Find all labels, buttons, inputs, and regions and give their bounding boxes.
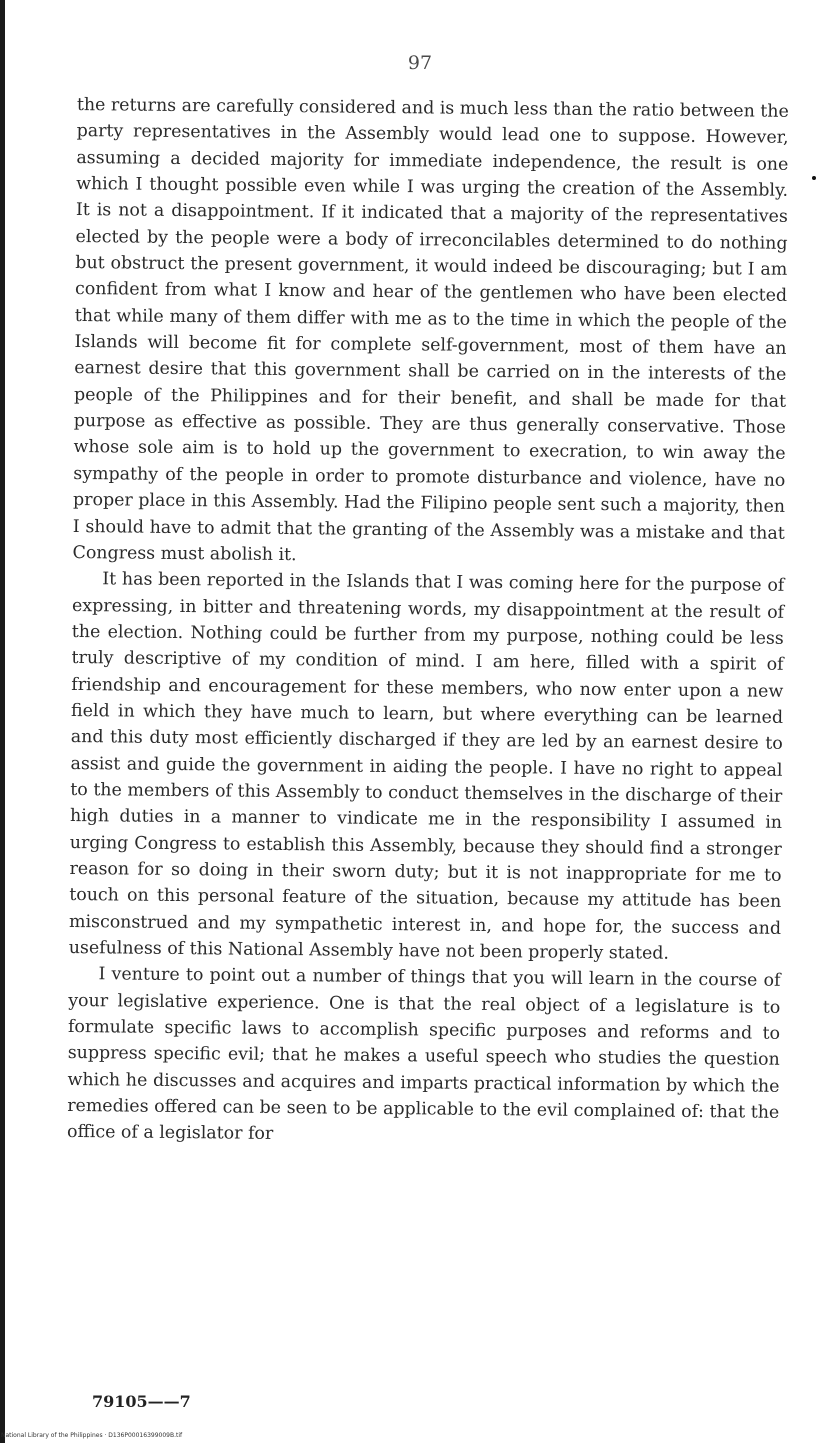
scan-attribution: National Library of the Philippines · D136P00016399009B.tif	[1, 1432, 183, 1439]
paragraph-continued: the returns are carefully considered and is much less than the ratio between the party representatives in the Assembly would lead one to suppose. However, assuming a decided majority for immediate independence, the result is one which I thought possible even while I was urging the creation of the Assembly. It is not a disappointment. If it indicated that a majority of the representatives elected by the people were a body of irreconcilables determined to do nothing but obstruct the present government, it would indeed be discouraging; but I am confident from what I know and hear of the gentlemen who have been elected that while many of them differ with me as to the time in which the people of the Islands will become fit for complete self-government, most of them have an earnest desire that this government shall be carried on in the interests of the people of the Philippines and for their benefit, and shall be made for that purpose as effective as possible. They are thus generally conservative. Those whose sole aim is to hold up the government to execration, to win away the sympathy of the people in order to promote disturbance and violence, have no proper place in this Assembly. Had the Filipino people sent such a majority, then I should have to admit that the granting of the Assembly was a mistake and that Congress must abolish it.	[72, 94, 789, 565]
scan-speck	[812, 176, 816, 180]
paragraph-venture-to-point-out: I venture to point out a number of things that you will learn in the course of your legislative experience. One is that the real object of a legislature is to formulate specific laws to accomplish specific purposes and reforms and to suppress specific evil; that he makes a useful speech who studies the question which he discusses and acquires and imparts practical information by which the remedies offered can be seen to be applicable to the evil complained of: that the office of a legislator for	[66, 964, 781, 1145]
printer-signature-mark: 79105——7	[92, 1392, 191, 1411]
page-left-edge	[0, 0, 5, 1443]
page-number: 97	[407, 52, 433, 74]
page-body-text	[67, 92, 789, 1153]
paragraph-reported-in-islands: It has been reported in the Islands that I was coming here for the purpose of expressing, in bitter and threatening words, my disappointment at the result of the election. Nothing could be further from my purpose, nothing could be less truly descriptive of my condition of mind. I am here, filled with a spirit of friendship and encouragement for these members, who now enter upon a new field in which they have much to learn, but where everything can be learned and this duty most efficiently discharged if they are led by an earnest desire to assist and guide the government in aiding the people. I have no right to appeal to the members of this Assembly to conduct themselves in the discharge of their high duties in a manner to vindicate me in the responsibility I assumed in urging Congress to establish this Assembly, because they should find a stronger reason for so doing in their sworn duty; but it is not inappropriate for me to touch on this personal feature of the situation, because my attitude has been misconstrued and my sympathetic interest in, and hope for, the success and usefulness of this National Assembly have not been properly stated.	[68, 569, 785, 964]
